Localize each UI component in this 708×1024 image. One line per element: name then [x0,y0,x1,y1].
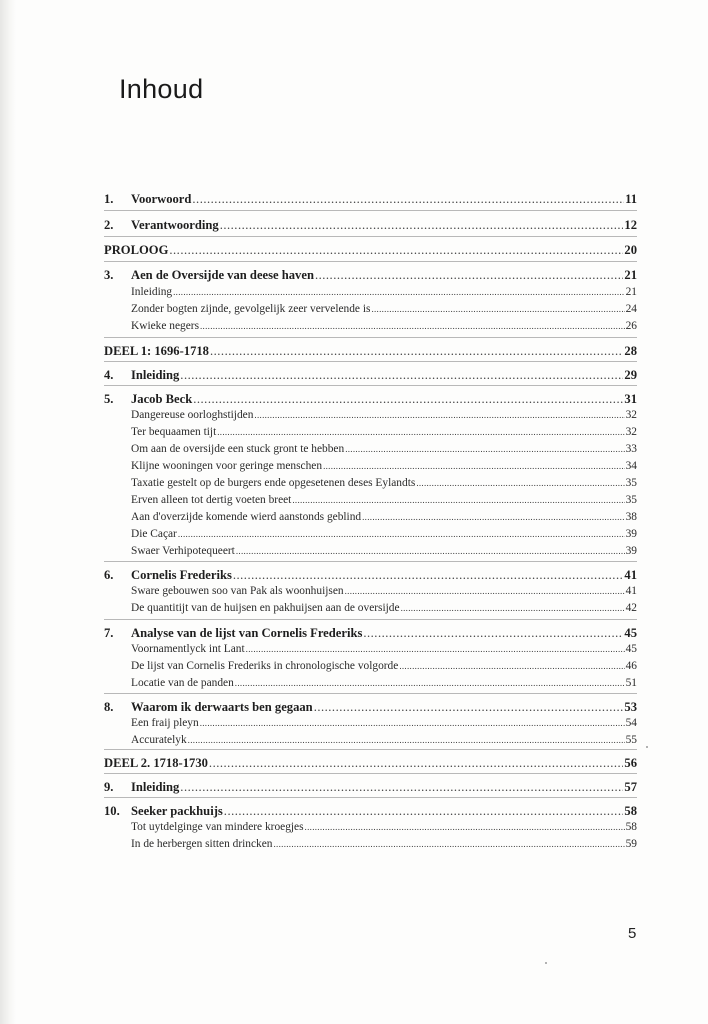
dot-leader [371,304,624,314]
toc-entry-title: Swaer Verhipotequeert [131,545,235,557]
toc-chapter-number: 9. [104,780,114,794]
toc-subentry[interactable] [104,734,637,749]
dot-leader [363,626,623,641]
toc-subentry[interactable] [104,426,637,441]
dot-leader [345,444,624,454]
toc-page-number: 21 [625,286,637,298]
dot-leader [217,427,624,437]
toc-chapter-number: 10. [104,804,120,818]
paper-speck [545,962,547,964]
toc-chapter-entry[interactable] [104,804,637,821]
toc-chapter-number: 7. [104,626,114,640]
dot-leader [173,287,624,297]
dot-leader [315,268,623,283]
dot-leader [236,546,625,556]
toc-entry-title: De lijst van Cornelis Frederiks in chronologische volgorde [131,660,399,672]
toc-entry-title: Accuratelyk [131,734,187,746]
toc-chapter-entry[interactable] [104,568,637,585]
toc-page-number: 28 [624,344,637,358]
toc-subentry[interactable] [104,821,637,836]
toc-page-number: 11 [625,192,637,206]
toc-page-number: 56 [624,756,637,770]
toc-entry-title: Voornamentlyck int Lant [131,643,245,655]
toc-part-entry[interactable] [104,243,637,260]
toc-page-number: 57 [624,780,637,794]
dot-leader [180,368,623,383]
dot-leader [246,644,625,654]
toc-entry-title: Voorwoord [131,192,192,206]
dot-leader [224,804,624,819]
toc-part-entry[interactable] [104,756,637,773]
toc-page-number: 35 [625,494,637,506]
toc-subentry[interactable] [104,460,637,475]
toc-page-number: 34 [625,460,637,472]
toc-chapter-number: 3. [104,268,114,282]
toc-page-number: 58 [624,804,637,818]
toc-page-number: 58 [625,821,637,833]
toc-page-number: 12 [624,218,637,232]
toc-entry-title: Die Caçar [131,528,177,540]
toc-page-number: 59 [625,838,637,850]
toc-entry-title: In de herbergen sitten drincken [131,838,273,850]
toc-page-number: 24 [625,303,637,315]
toc-entry-title: Zonder bogten zijnde, gevolgelijk zeer vervelende is [131,303,371,315]
paper-speck [646,746,648,748]
section-divider [104,210,637,211]
dot-leader [323,461,625,471]
toc-entry-title: Analyse van de lijst van Cornelis Frederiks [131,626,363,640]
toc-entry-title: Taxatie gestelt op de burgers ende opgesetenen deses Eylandts [131,477,416,489]
dot-leader [233,568,624,583]
toc-entry-title: Tot uytdelginge van mindere kroegjes [131,821,304,833]
toc-page-number: 54 [625,717,637,729]
dot-leader [210,344,623,359]
toc-entry-title: Jacob Beck [131,392,193,406]
page-number: 5 [628,925,637,942]
toc-page-number: 55 [625,734,637,746]
dot-leader [180,780,623,795]
toc-entry-title: Ter bequaamen tijt [131,426,217,438]
toc-entry-title: Sware gebouwen soo van Pak als woonhuijsen [131,585,344,597]
toc-subentry[interactable] [104,409,637,424]
dot-leader [169,243,623,258]
dot-leader [200,718,625,728]
toc-subentry[interactable] [104,643,637,658]
toc-subentry[interactable] [104,585,637,600]
toc-entry-title: Kwieke negers [131,320,199,332]
toc-chapter-entry[interactable] [104,392,637,409]
dot-leader [220,218,624,233]
toc-entry-title: De quantitijt van de huijsen en pakhuijsen aan de oversijde [131,602,400,614]
toc-chapter-entry[interactable] [104,192,637,209]
section-divider [104,236,637,237]
toc-page-number: 53 [624,700,637,714]
dot-leader [305,822,625,832]
toc-entry-title: Inleiding [131,286,173,298]
toc-chapter-entry[interactable] [104,268,637,285]
toc-subentry[interactable] [104,602,637,617]
toc-chapter-number: 2. [104,218,114,232]
toc-subentry[interactable] [104,320,637,335]
dot-leader [192,192,624,207]
toc-chapter-entry[interactable] [104,218,637,235]
toc-chapter-entry[interactable] [104,368,637,385]
toc-entry-title: Om aan de oversijde een stuck gront te hebben [131,443,345,455]
toc-entry-title: Inleiding [131,780,180,794]
toc-entry-title: Aan d'overzijde komende wierd aanstonds geblind [131,511,362,523]
toc-part-entry[interactable] [104,344,637,361]
toc-subentry[interactable] [104,303,637,318]
toc-page-number: 45 [624,626,637,640]
dot-leader [362,512,624,522]
toc-subentry[interactable] [104,660,637,675]
toc-chapter-entry[interactable] [104,780,637,797]
toc-entry-title: Seeker packhuijs [131,804,223,818]
section-divider [104,619,637,620]
toc-chapter-entry[interactable] [104,626,637,643]
toc-entry-title: DEEL 2. 1718-1730 [104,756,208,770]
toc-subentry[interactable] [104,717,637,732]
toc-page-number: 31 [624,392,637,406]
toc-subentry[interactable] [104,545,637,560]
toc-chapter-number: 8. [104,700,114,714]
toc-entry-title: Waarom ik derwaarts ben gegaan [131,700,313,714]
dot-leader [401,603,625,613]
toc-chapter-number: 6. [104,568,114,582]
toc-page-number: 33 [625,443,637,455]
section-divider [104,797,637,798]
toc-page-number: 39 [625,545,637,557]
page-edge-shadow [0,0,16,1024]
section-divider [104,261,637,262]
dot-leader [254,410,624,420]
dot-leader [399,661,624,671]
toc-entry-title: Een fraij pleyn [131,717,199,729]
toc-subentry[interactable] [104,286,637,301]
dot-leader [188,735,625,745]
toc-subentry[interactable] [104,511,637,526]
section-divider [104,561,637,562]
toc-entry-title: Aen de Oversijde van deese haven [131,268,314,282]
toc-page-number: 51 [625,677,637,689]
toc-page-number: 32 [625,426,637,438]
section-divider [104,773,637,774]
section-divider [104,361,637,362]
toc-subentry[interactable] [104,443,637,458]
toc-page-number: 29 [624,368,637,382]
dot-leader [274,839,625,849]
toc-subentry[interactable] [104,528,637,543]
toc-page-number: 42 [625,602,637,614]
toc-page-number: 39 [625,528,637,540]
section-divider [104,749,637,750]
toc-chapter-number: 4. [104,368,114,382]
dot-leader [193,392,623,407]
toc-entry-title: DEEL 1: 1696-1718 [104,344,209,358]
toc-page-number: 32 [625,409,637,421]
section-divider [104,693,637,694]
dot-leader [200,321,625,331]
toc-entry-title: Locatie van de panden [131,677,234,689]
toc-chapter-entry[interactable] [104,700,637,717]
dot-leader [416,478,624,488]
toc-subentry[interactable] [104,838,637,853]
dot-leader [235,678,625,688]
dot-leader [209,756,623,771]
toc-page-number: 41 [624,568,637,582]
dot-leader [178,529,625,539]
toc-entry-title: Klijne wooningen voor geringe menschen [131,460,323,472]
toc-page-number: 45 [625,643,637,655]
toc-page-number: 46 [625,660,637,672]
toc-chapter-number: 1. [104,192,114,206]
toc-entry-title: PROLOOG [104,243,169,257]
section-divider [104,385,637,386]
toc-entry-title: Dangereuse oorloghstijden [131,409,254,421]
dot-leader [345,586,625,596]
toc-page-number: 20 [624,243,637,257]
toc-entry-title: Verantwoording [131,218,219,232]
toc-entry-title: Cornelis Frederiks [131,568,232,582]
section-divider [104,337,637,338]
toc-page-number: 41 [625,585,637,597]
dot-leader [314,700,624,715]
toc-chapter-number: 5. [104,392,114,406]
toc-page-number: 26 [625,320,637,332]
page-title: Inhoud [119,74,204,104]
dot-leader [292,495,624,505]
toc-entry-title: Erven alleen tot dertig voeten breet [131,494,292,506]
toc-page-number: 35 [625,477,637,489]
toc-page-number: 21 [624,268,637,282]
toc-subentry[interactable] [104,494,637,509]
toc-subentry[interactable] [104,677,637,692]
toc-subentry[interactable] [104,477,637,492]
toc-entry-title: Inleiding [131,368,180,382]
toc-page-number: 38 [625,511,637,523]
